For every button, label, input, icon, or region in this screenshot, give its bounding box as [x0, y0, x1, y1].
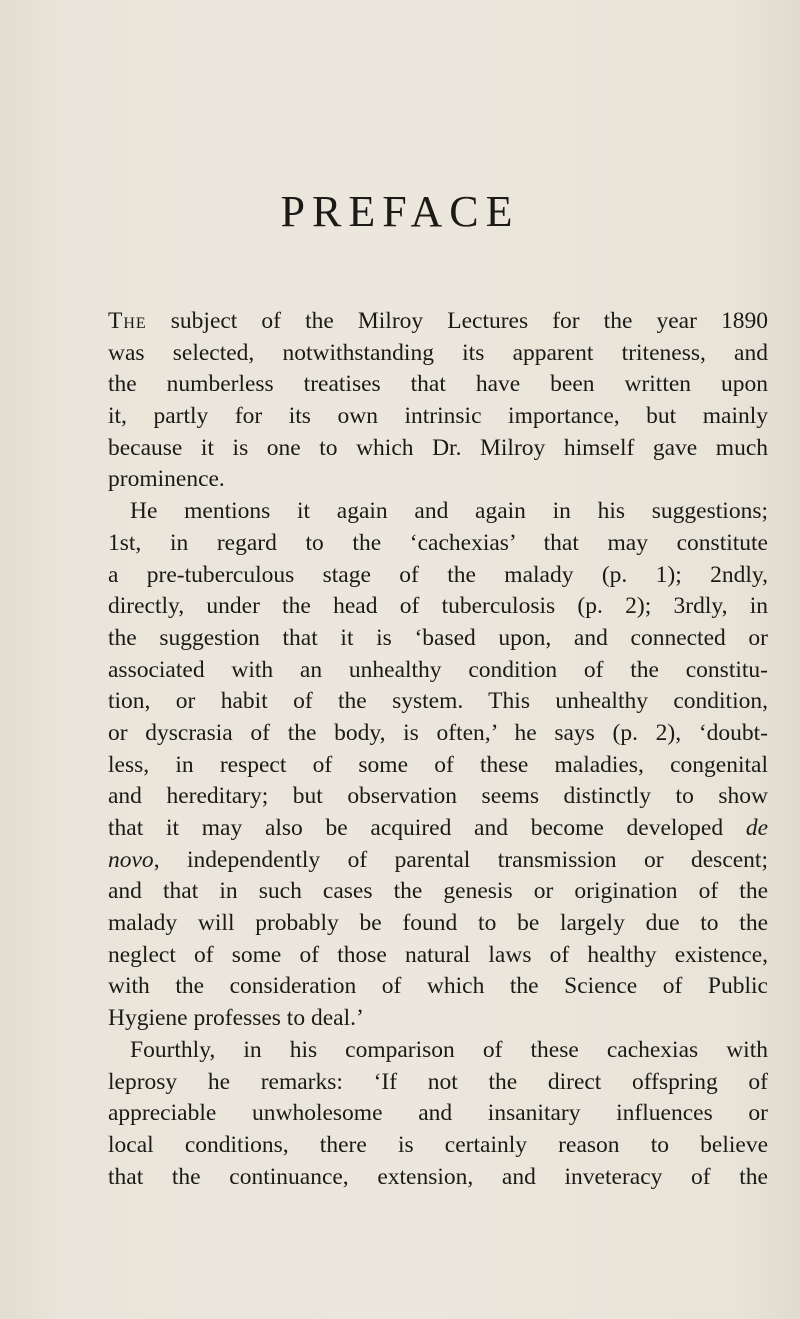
first-word: The — [108, 308, 147, 334]
text-line: and that in such cases the genesis or origination of the — [108, 878, 768, 905]
text-line: Hygiene professes to deal.’ — [108, 1005, 364, 1032]
text-line: that it may also be acquired and become developed de — [108, 815, 768, 841]
text-line: less, in respect of some of these maladies, congenital — [108, 751, 768, 778]
text-line: appreciable unwholesome and insanitary influences or — [108, 1100, 768, 1127]
text-line: it, partly for its own intrinsic importance, but mainly — [108, 403, 768, 430]
text-line: Fourthly, in his comparison of these cachexias with — [130, 1036, 768, 1063]
text-line: because it is one to which Dr. Milroy himself gave much — [108, 434, 768, 461]
text-line: tion, or habit of the system. This unhealthy condition, — [108, 688, 768, 715]
text-line: malady will probably be found to be largely due to the — [108, 910, 768, 937]
text-line: was selected, notwithstanding its apparent triteness, and — [108, 339, 768, 366]
text-line: and hereditary; but observation seems distinctly to show — [108, 783, 768, 810]
text-line: novo, independently of parental transmission or descent; — [108, 846, 768, 873]
italic-novo: novo — [108, 846, 154, 873]
text-line: prominence. — [108, 466, 225, 493]
text-line: or dyscrasia of the body, is often,’ he says (p. 2), ‘doubt- — [108, 719, 768, 746]
text-line: The subject of the Milroy Lectures for the year 1890 — [108, 308, 768, 334]
text-line: that the continuance, extension, and inveteracy of the — [108, 1163, 768, 1190]
text-line: directly, under the head of tuberculosis (p. 2); 3rdly, in — [108, 593, 768, 620]
text-line: a pre-tuberculous stage of the malady (p. 1); 2ndly, — [108, 561, 768, 588]
text-line: local conditions, there is certainly reason to believe — [108, 1131, 768, 1158]
text-line: He mentions it again and again in his suggestions; — [130, 498, 768, 525]
text-line: the suggestion that it is ‘based upon, and connected or — [108, 624, 768, 651]
text-line: 1st, in regard to the ‘cachexias’ that may constitute — [108, 529, 768, 556]
page-title: PREFACE — [280, 187, 520, 236]
italic-de: de — [745, 815, 768, 841]
text-line: neglect of some of those natural laws of healthy existence, — [108, 941, 768, 968]
text-line: associated with an unhealthy condition of the constitu- — [108, 656, 768, 683]
preface-text — [108, 306, 768, 1193]
text-line: the numberless treatises that have been written upon — [108, 371, 768, 398]
text-line: leprosy he remarks: ‘If not the direct offspring of — [108, 1068, 768, 1095]
text-line: with the consideration of which the Science of Public — [108, 973, 768, 1000]
